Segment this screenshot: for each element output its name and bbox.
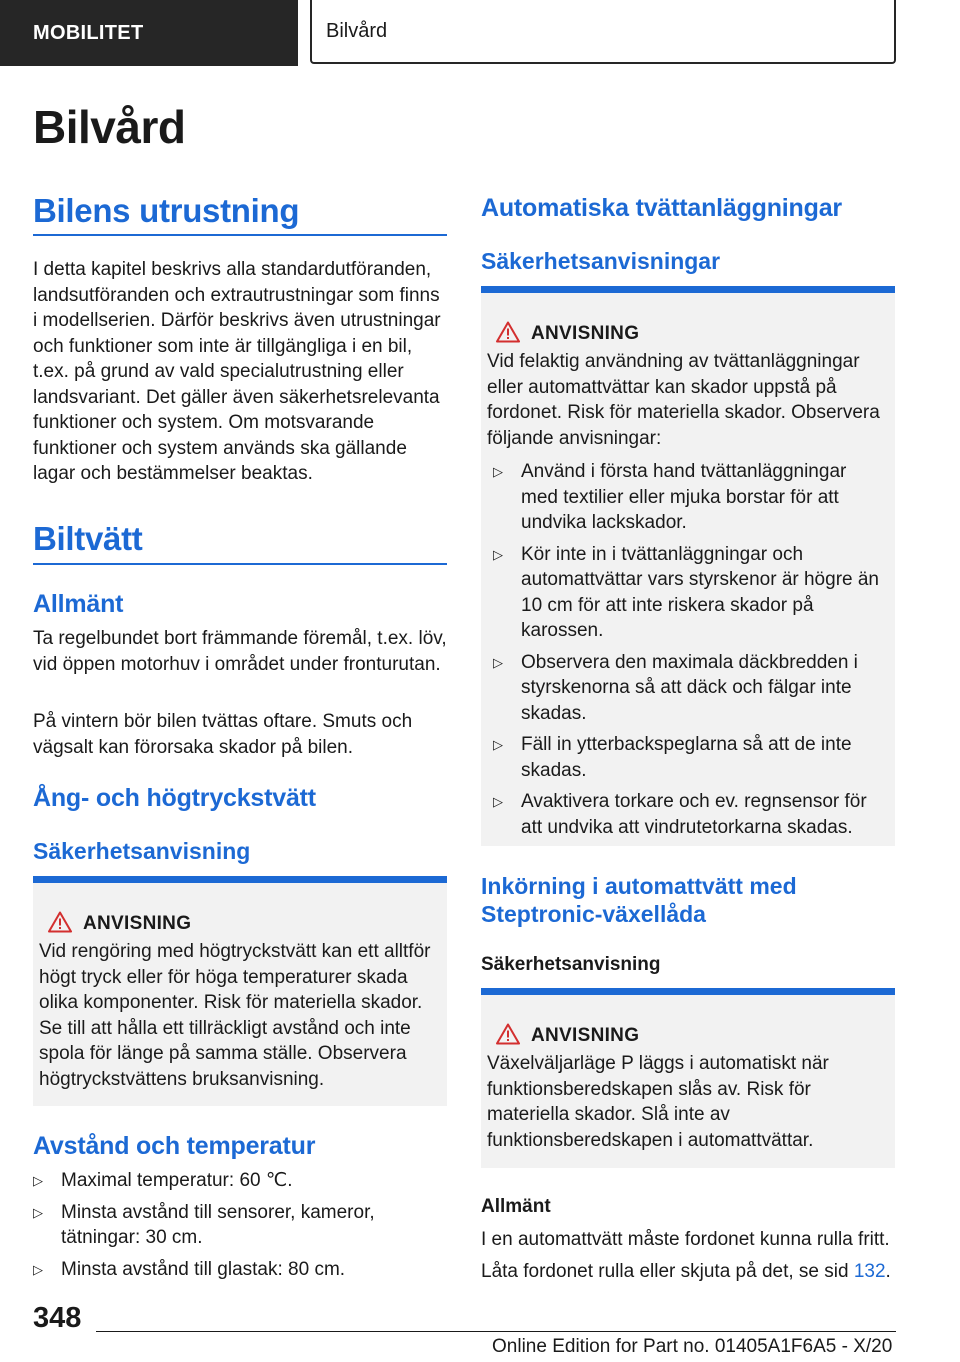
auto-notice-list [479, 459, 887, 846]
general-heading: Allmänt [33, 590, 124, 618]
equipment-heading-rule [33, 234, 447, 236]
page-number: 348 [33, 1302, 82, 1334]
list-item: ▷ Fäll in ytterbackspeglarna så att de inte skadas. [493, 734, 852, 781]
steptronic-safety-heading: Säkerhetsanvisning [481, 954, 661, 975]
list-item: ▷ Minsta avstånd till sensorer, kameror, tätningar: 30 cm. [33, 1201, 375, 1248]
steam-safety-heading: Säkerhetsanvisning [33, 838, 251, 864]
triangle-bullet-icon: ▷ [493, 794, 503, 809]
steptronic-heading: Inkörning i automattvätt med Steptronic-växellåda [481, 873, 797, 927]
carwash-heading: Biltvätt [33, 520, 143, 557]
steam-notice-text: Vid rengöring med högtryckstvätt kan ett alltför högt tryck eller för höga temperaturer skada olika komponenter. Risk för materiella skador. Se till att hålla ett tillräckligt avstånd och inte spola för länge på samma ställe. Observera högtryckstvättens bruksanvisning. [39, 941, 431, 1090]
notice-label: ANVISNING [531, 1025, 640, 1046]
list-item: ▷ Minsta avstånd till glastak: 80 cm. [19, 1257, 433, 1283]
equipment-heading: Bilens utrustning [33, 192, 300, 229]
distance-heading: Avstånd och temperatur [33, 1132, 316, 1160]
triangle-bullet-icon: ▷ [493, 546, 503, 562]
auto-heading: Automatiska tvättanläggningar [481, 194, 842, 222]
distance-list [19, 1168, 433, 1288]
notice-label: ANVISNING [531, 323, 640, 344]
triangle-bullet-icon: ▷ [33, 1204, 43, 1220]
page-title: Bilvård [33, 101, 186, 153]
page-reference-link[interactable]: 132 [853, 1261, 886, 1282]
edition-text: Online Edition for Part no. 01405A1F6A5 - X/20 [492, 1336, 893, 1357]
general-text-1: Ta regelbundet bort främmande föremål, t.ex. löv, vid öppen motorhuv i området under fronturutan. [33, 628, 447, 675]
triangle-bullet-icon: ▷ [33, 1261, 43, 1277]
carwash-heading-rule [33, 563, 447, 565]
triangle-bullet-icon: ▷ [493, 464, 503, 479]
footer-rule [96, 1331, 896, 1332]
list-item: ▷ Avaktivera torkare och ev. regnsensor för att undvika att vindrutetorkarna skadas. [493, 791, 867, 838]
right-general-text-1: I en automattvätt måste fordonet kunna rulla fritt. [481, 1229, 890, 1250]
steptronic-notice-text: Växelväljarläge P läggs i automatiskt när funktionsberedskapen slås av. Risk för materiella skador. Slå inte av funktionsberedskapen i automattvättar. [487, 1053, 829, 1151]
list-item: ▷ Använd i första hand tvättanläggningar med textilier eller mjuka borstar för att undvika lackskador. [493, 461, 847, 533]
warning-triangle-icon [496, 1023, 520, 1053]
list-item: ▷ Kör inte in i tvättanläggningar och automattvättar vars styrskenor är högre än 10 cm för att inte riskera skador på karossen. [493, 543, 879, 641]
steptronic-notice-box [481, 988, 895, 1168]
equipment-text: I detta kapitel beskrivs alla standardutföranden, landsutföranden och extrautrustningar som finns i modellserien. Därför beskrivs även utrustningar och funktioner som inte är tillgängliga i en bil, t.ex. på grund av vald specialutrustning eller landsvariant. Det gäller även säkerhetsrelevanta funktioner och system. Om motsvarande funktioner och system används ska gällande lagar och bestämmelser beaktas. [33, 259, 441, 484]
warning-triangle-icon [496, 321, 520, 351]
triangle-bullet-icon: ▷ [493, 654, 503, 670]
section-tab[interactable]: MOBILITET [0, 0, 298, 66]
auto-notice-text: Vid felaktig användning av tvättanläggningar eller automattvättar kan skador uppstå på fordonet. Risk för materiella skador. Observera följande anvisningar: [487, 351, 880, 449]
auto-safety-heading: Säkerhetsanvisningar [481, 248, 721, 274]
auto-notice-box [481, 286, 895, 846]
right-general-text-2: Låta fordonet rulla eller skjuta på det, se sid 132. [481, 1261, 891, 1282]
steam-heading: Ång- och högtryckstvätt [33, 784, 316, 812]
right-general-heading: Allmänt [481, 1196, 551, 1217]
triangle-bullet-icon: ▷ [33, 1173, 43, 1188]
general-text-2: På vintern bör bilen tvättas oftare. Smuts och vägsalt kan förorsaka skador på bilen. [33, 711, 413, 758]
notice-label: ANVISNING [83, 913, 192, 934]
warning-triangle-icon [48, 911, 72, 941]
steam-notice-box [33, 876, 447, 1106]
list-item: ▷ Observera den maximala däckbredden i styrskenorna så att däck och fälgar inte skadas. [493, 651, 858, 724]
chapter-tab[interactable]: Bilvård [310, 0, 896, 64]
page-header [0, 0, 960, 66]
list-item: ▷ Maximal temperatur: 60 ℃. [19, 1168, 433, 1194]
triangle-bullet-icon: ▷ [493, 737, 503, 752]
